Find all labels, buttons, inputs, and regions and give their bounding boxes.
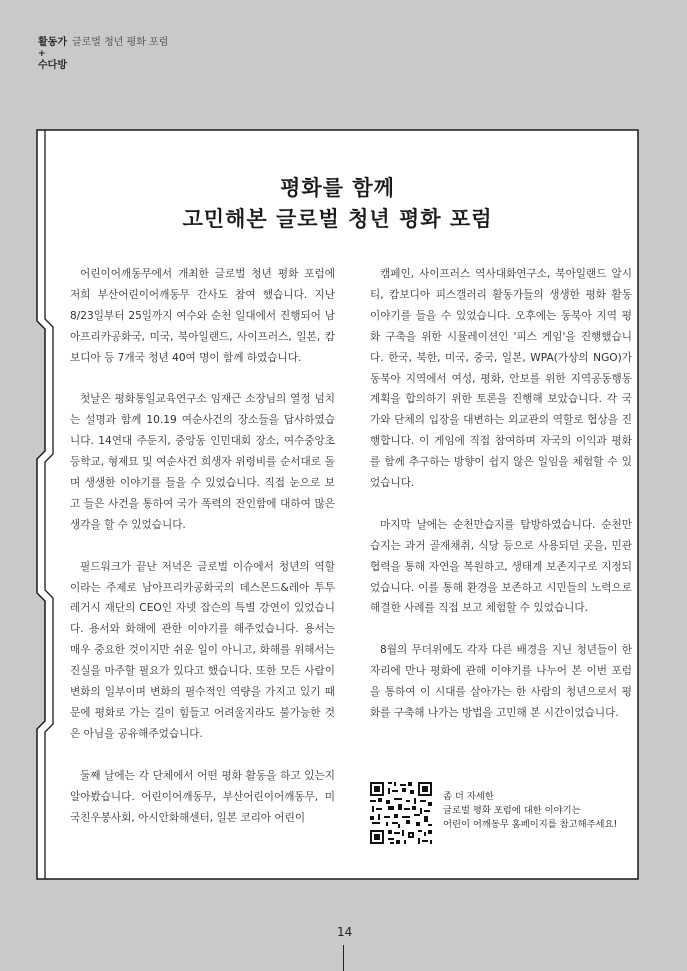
page-number-divider (343, 945, 344, 971)
paragraph: 둘째 날에는 각 단체에서 어떤 평화 활동을 하고 있는지 알아봤습니다. 어린이어깨동무, 부산어린이어깨동무, 미국친우봉사회, 아시안화해센터, 일본 코리아 어린이 (70, 769, 335, 824)
paragraph: 마지막 날에는 순천만습지를 탐방하였습니다. 순천만 습지는 과거 골재채취, 식당 등으로 사용되던 곳을, 민관협력을 통해 자연을 복원하고, 생태계 보존지구로 지정되었습니다. 이를 통해 환경을 보존하고 시민들의 노력으로 해결한 사례를 직접 보고 체험할 수 있었습니다. (370, 518, 632, 615)
breadcrumb-topic: 글로벌 청년 평화 포럼 (71, 37, 169, 48)
paragraph: 첫날은 평화통일교육연구소 임재근 소장님의 열정 넘치는 설명과 함께 10.19 여순사건의 장소들을 답사하였습니다. 14연대 주둔지, 중앙동 인민대회 장소, 여수중앙초등학교, 형제묘 및 여순사건 희생자 위령비를 순서대로 돌며 생생한 이야기를 들을 수 있었습니다. 직접 눈으로 보고 들은 사건을 통하여 국가 폭력의 잔인함에 대하여 많은 생각을 할 수 있었습니다. (70, 393, 335, 531)
qr-caption (443, 790, 617, 832)
paragraph: 8월의 무더위에도 각자 다른 배경을 지닌 청년들이 한자리에 만나 평화에 관해 이야기를 나누어 본 이번 포럼을 통하여 이 시대를 살아가는 한 사람의 청년으로서 평화를 구축해 나가는 방법을 고민해 본 시간이었습니다. (370, 644, 632, 719)
paragraph: 필드워크가 끝난 저녁은 글로벌 이슈에서 청년의 역할이라는 주제로 남아프리카공화국의 데스몬드&레아 투투 레거시 재단의 CEO인 자넷 잡슨의 특별 강연이 있었습니다. 용서와 화해에 관한 이야기를 해주었습니다. 용서는 매우 중요한 것이지만 쉬운 일이 아니고, 화해를 위해서는 진실을 마주할 필요가 있다고 했습니다. 또한 모든 사람이 변화의 일부이며 변화의 필수적인 역량을 가지고 있기 때문에 평화로 가는 길이 힘들고 어려울지라도 불가능한 것은 아님을 공유해주었습니다. (70, 560, 335, 740)
breadcrumb-plus: + (38, 49, 46, 59)
title-line-1: 평화를 함께 (280, 176, 395, 200)
title-line-2: 고민해본 글로벌 청년 평화 포럼 (182, 207, 493, 231)
paragraph: 어린이어깨동무에서 개최한 글로벌 청년 평화 포럼에 저희 부산어린이어깨동무 간사도 참여 했습니다. 지난 8/23일부터 25일까지 여수와 순천 일대에서 진행되어 남아프리카공화국, 미국, 북아일랜드, 사이프러스, 일본, 캄보디아 등 7개국 청년 40여 명이 함께 하였습니다. (70, 268, 335, 364)
breadcrumb-section: 활동가 (38, 37, 67, 48)
breadcrumb (38, 36, 168, 72)
qr-caption-line: 어린이 어깨동무 홈페이지를 참고해주세요! (443, 819, 618, 830)
article-column-right (370, 264, 632, 745)
article-title (36, 173, 639, 235)
breadcrumb-subsection: 수다방 (38, 60, 67, 71)
qr-caption-line: 좀 더 자세한 (443, 791, 494, 802)
paragraph: 캠페인, 사이프러스 역사대화연구소, 북아일랜드 알시티, 캄보디아 피스갤러리 활동가들의 생생한 평화 활동 이야기를 들을 수 있었습니다. 오후에는 동북아 지역 평화 구축을 위한 시뮬레이션인 '피스 게임'을 진행했습니다. 한국, 북한, 미국, 중국, 일본, WPA(가상의 NGO)가 동북아 지역에서 여성, 평화, 안보를 위한 지역공동행동계획을 합의하기 위한 토론을 진행해 보았습니다. 각 국가와 단체의 입장을 대변하는 외교관의 역할로 협상을 진행합니다. 이 게임에 직접 참여하며 자국의 이익과 평화를 함께 추구하는 방향이 쉽지 않은 일임을 체험할 수 있었습니다. (370, 268, 632, 490)
qr-code-icon[interactable] (368, 780, 434, 846)
qr-caption-line: 글로벌 평화 포럼에 대한 이야기는 (443, 805, 581, 816)
page-number: 14 (337, 925, 353, 939)
qr-block (368, 780, 633, 850)
article-column-left (70, 264, 335, 849)
